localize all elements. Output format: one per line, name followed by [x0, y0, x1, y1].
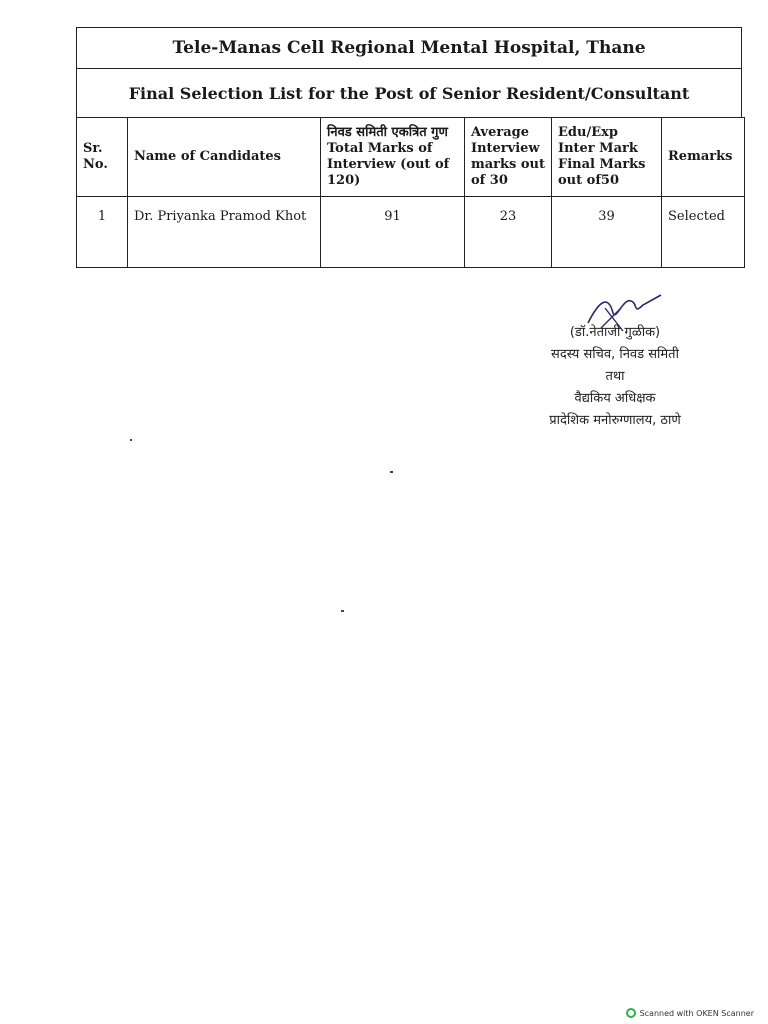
cell-total-marks: 91 — [321, 197, 465, 268]
signature-block — [520, 282, 710, 432]
scanner-logo-icon — [626, 1008, 636, 1018]
col-header-total-marks: निवड समिती एकत्रित गुण Total Marks of Interview (out of 120) — [321, 118, 465, 197]
document-title: Tele-Manas Cell Regional Mental Hospital, Thane — [76, 27, 742, 68]
signatory-name: (डॉ.नेताजी गुळीक) — [569, 325, 661, 340]
scan-speck — [341, 610, 344, 612]
cell-average-marks: 23 — [465, 197, 552, 268]
signatory-designation-1: सदस्य सचिव, निवड समिती — [551, 347, 679, 362]
col-header-sr-no: Sr. No. — [77, 118, 128, 197]
scanner-text: Scanned with OKEN Scanner — [639, 1008, 754, 1018]
cell-sr-no: 1 — [77, 197, 128, 268]
selection-list-document — [76, 27, 742, 268]
scan-speck — [390, 471, 393, 473]
table-row — [77, 197, 745, 268]
signatory-designation-3: वैद्यकिय अधिक्षक — [574, 391, 656, 406]
signatory-designation-4: प्रादेशिक मनोरुग्णालय, ठाणे — [549, 413, 681, 428]
signatory-designation-2: तथा — [605, 369, 625, 384]
col-header-average-marks: Average Interview marks out of 30 — [465, 118, 552, 197]
scan-speck — [130, 439, 132, 441]
cell-final-marks: 39 — [552, 197, 662, 268]
col-header-remarks: Remarks — [662, 118, 745, 197]
cell-remarks: Selected — [662, 197, 745, 268]
col-header-name: Name of Candidates — [128, 118, 321, 197]
cell-candidate-name: Dr. Priyanka Pramod Khot — [128, 197, 321, 268]
document-subtitle: Final Selection List for the Post of Senior Resident/Consultant — [76, 68, 742, 117]
table-header-row — [77, 118, 745, 197]
col-header-final-marks: Edu/Exp Inter Mark Final Marks out of50 — [552, 118, 662, 197]
scanner-watermark — [626, 1008, 754, 1018]
selection-table — [76, 117, 745, 268]
